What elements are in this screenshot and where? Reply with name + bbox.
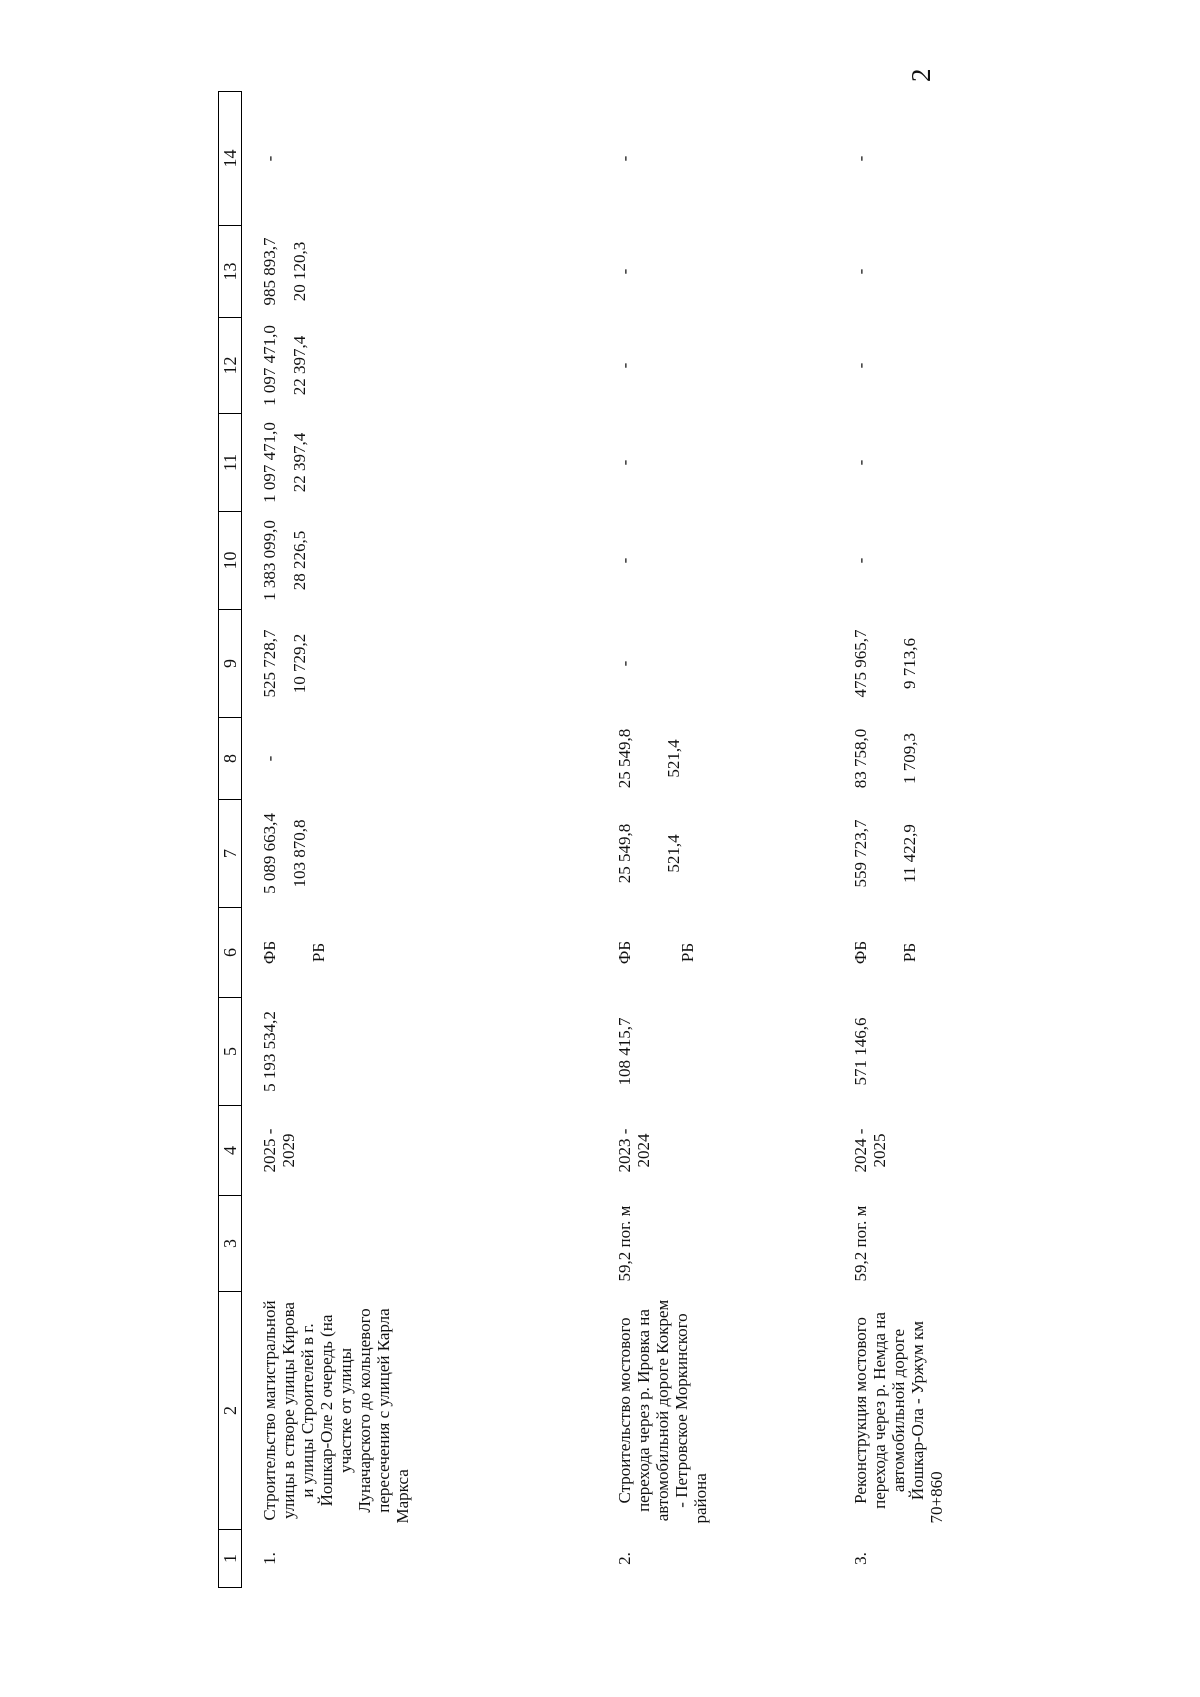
capacity: 59,2 пог. м [614,1205,634,1282]
col11-values [242,414,597,512]
col-header-7: 7 [219,800,242,908]
col11-value: - [850,459,870,466]
col-header-2: 2 [219,1292,242,1530]
col14-value: - [614,155,634,162]
col14-value: - [260,155,279,162]
c7-fb: 559 723,7 [850,819,870,888]
table-row [833,92,993,1588]
col9-values [242,610,597,718]
object-name: Реконструкция мостового перехода через р. Немда на автомобильной дороге Йошкар-Ола - Уржум км 70+860 [850,1312,946,1524]
col-header-9: 9 [219,610,242,718]
col8-values [833,718,993,800]
investment-objects-table [218,91,993,1588]
c8-fb: 25 549,8 [614,728,634,789]
col-header-3: 3 [219,1196,242,1292]
col-header-14: 14 [219,92,242,226]
col8-values [242,718,597,800]
period: 2023 - 2024 [614,1128,653,1173]
col-header-11: 11 [219,414,242,512]
c8-fb: 83 758,0 [850,728,870,789]
source-rb: РБ [309,942,328,963]
col9-value: - [614,660,634,667]
c8-fb: - [260,755,279,762]
col8-values [597,718,833,800]
source-rb: РБ [899,942,919,963]
col9-values [833,610,993,718]
col14-value: - [850,155,870,162]
funding-sources [597,908,833,998]
c10-rb: 28 226,5 [290,530,309,591]
capacity [242,1196,597,1292]
c13-rb: 20 120,3 [290,241,309,302]
row-number: 3. [850,1552,870,1565]
c7-fb: 25 549,8 [614,823,634,884]
object-name: Строительство мостового перехода через р. Ировка на автомобильной дороге Кокрем - Петровское Моркинского района [614,1299,710,1524]
col13-value: - [850,268,870,275]
source-fb: ФБ [614,940,634,965]
c9-fb: 525 728,7 [260,629,279,698]
col12-values [242,318,597,414]
c8-rb: 1 709,3 [899,733,919,784]
col-header-13: 13 [219,226,242,318]
col12-value: - [850,362,870,369]
total-cost: 5 193 534,2 [260,1011,279,1092]
table-row [242,92,597,1588]
c12-rb: 22 397,4 [290,335,309,396]
row-number: 1. [260,1552,279,1565]
funding-sources [242,908,597,998]
source-rb: РБ [677,942,697,963]
c7-fb: 5 089 663,4 [260,813,279,894]
c7-rb: 521,4 [663,834,683,873]
col-header-12: 12 [219,318,242,414]
c7-rb: 11 422,9 [899,824,919,883]
total-cost: 108 415,7 [614,1017,634,1086]
c12-fb: 1 097 471,0 [260,325,279,406]
col10-value: - [850,557,870,564]
period: 2024 - 2025 [850,1128,889,1173]
source-fb: ФБ [260,940,279,965]
c9-fb: 475 965,7 [850,629,870,698]
period: 2025 - 2029 [260,1128,298,1173]
source-fb: ФБ [850,940,870,965]
c8-rb: 521,4 [663,739,683,778]
col7-values [833,800,993,908]
c11-rb: 22 397,4 [290,432,309,493]
table-row [597,92,833,1588]
col13-value: - [614,268,634,275]
col10-value: - [614,557,634,564]
col-header-10: 10 [219,512,242,610]
col-header-4: 4 [219,1106,242,1196]
c9-rb: 10 729,2 [290,633,309,694]
page-number: 2 [906,68,936,82]
column-number-header-row [219,92,242,1588]
col-header-5: 5 [219,998,242,1106]
c11-fb: 1 097 471,0 [260,422,279,503]
col7-values [242,800,597,908]
col13-values [242,226,597,318]
c13-fb: 985 893,7 [260,237,279,306]
col12-value: - [614,362,634,369]
rotated-table-sheet [218,92,998,1588]
total-cost: 571 146,6 [850,1017,870,1086]
col11-value: - [614,459,634,466]
funding-sources [833,908,993,998]
col10-values [242,512,597,610]
col7-values [597,800,833,908]
col-header-1: 1 [219,1530,242,1588]
c10-fb: 1 383 099,0 [260,520,279,601]
col-header-8: 8 [219,718,242,800]
capacity: 59,2 пог. м [850,1205,870,1282]
col-header-6: 6 [219,908,242,998]
c9-rb: 9 713,6 [899,638,919,689]
row-number: 2. [614,1552,634,1565]
c7-rb: 103 870,8 [290,819,309,888]
object-name: Строительство магистральной улицы в створе улицы Кирова и улицы Строителей в г. Йошкар-Оле 2 очередь (на участке от улицы Луначарского до кольцевого пересечения с улицей Карла Маркса [260,1300,412,1524]
